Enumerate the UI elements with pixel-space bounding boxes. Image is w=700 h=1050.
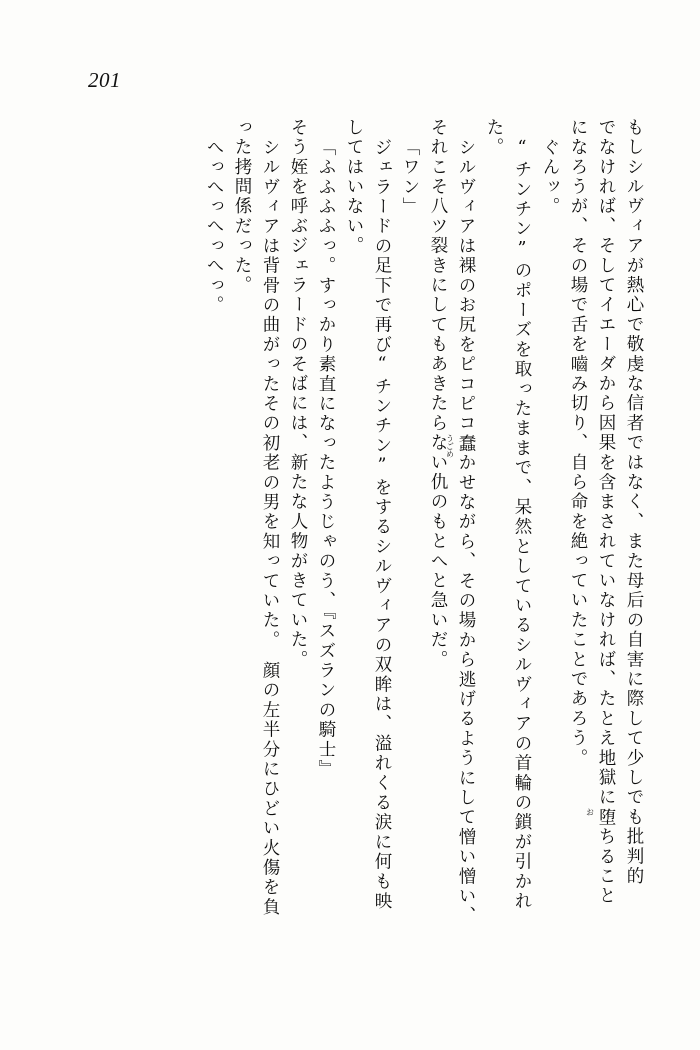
- text-column: 「ふふふふっ。すっかり素直になったようじゃのう、『スズランの騎士』: [316, 138, 336, 780]
- text-column: “チンチン”のポーズを取ったままで、呆然としているシルヴィアの首輪の鎖が引かれ: [512, 138, 532, 912]
- text-column: シルヴィアは裸のお尻をピコピコ蠢 うごめ かせながら、その場から逃げるようにして憎い憎い、: [445, 138, 476, 927]
- text-column: してはいない。: [344, 118, 364, 256]
- ruby-annotation: 蠢 うごめ: [445, 433, 476, 458]
- text-column: ぐんッ。: [540, 138, 560, 217]
- text-column: シルヴィアは背骨の曲がったその初老の男を知っていた。 顔の左半分にひどい火傷を負: [260, 138, 280, 918]
- text-column: へっへっへっへっ。: [204, 138, 224, 316]
- text-column: 「ワン」: [400, 138, 420, 217]
- text-column: もしシルヴィアが熱心で敬虔な信者ではなく、また母后の自害に際して少しでも批判的: [624, 118, 644, 887]
- text-column: でなければ、そしてイエーダから因果を含まされていなければ、たとえ地獄に堕 お ちること: [585, 118, 616, 907]
- text-column: になろうが、その場で舌を嚙み切り、自ら命を絶っていたことであろう。: [568, 118, 588, 769]
- vertical-text-block: [82, 118, 642, 958]
- text-column: た。: [484, 118, 504, 158]
- ruby-annotation: 堕 お: [585, 807, 616, 828]
- text-column: それこそ八ツ裂きにしてもあきたらない仇のもとへと急いだ。: [428, 118, 448, 670]
- page-number: 201: [88, 68, 121, 92]
- text-column: った拷問係だった。: [232, 118, 252, 296]
- text-column: そう姪を呼ぶジェラードのそばには、新たな人物がきていた。: [288, 118, 308, 670]
- text-column: ジェラードの足下で再び“チンチン”をするシルヴィアの双眸は、溢れくる涙に何も映: [372, 138, 392, 912]
